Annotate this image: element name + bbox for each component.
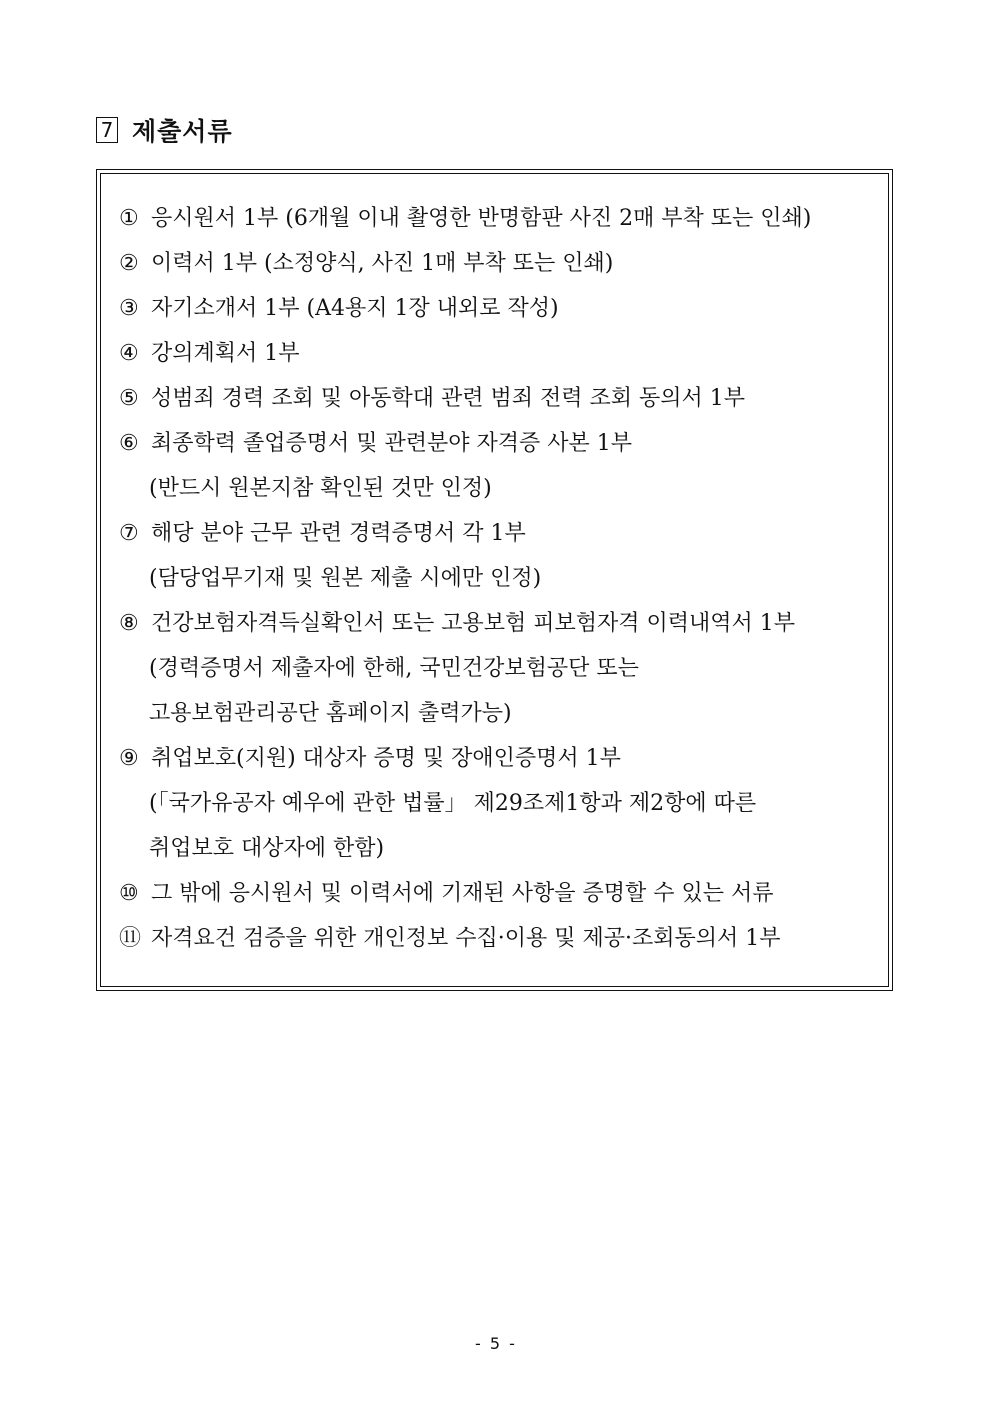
document-item-text: 최종학력 졸업증명서 및 관련분야 자격증 사본 1부	[151, 431, 632, 456]
document-item	[119, 511, 889, 556]
document-item-text: 취업보호(지원) 대상자 증명 및 장애인증명서 1부	[151, 746, 621, 771]
document-item-continuation	[119, 826, 889, 871]
document-item-text: 성범죄 경력 조회 및 아동학대 관련 범죄 전력 조회 동의서 1부	[151, 386, 745, 411]
document-item	[119, 331, 889, 376]
document-item-number: ⑪	[119, 926, 142, 951]
document-item-number: ⑧	[119, 611, 139, 636]
document-item-number: ③	[119, 296, 139, 321]
document-item-number: ④	[119, 341, 139, 366]
page-number: - 5 -	[475, 1334, 517, 1353]
document-item-text: 강의계획서 1부	[151, 341, 300, 366]
document-item-continuation	[119, 781, 889, 826]
document-item	[119, 421, 889, 466]
document-item-number: ⑨	[119, 746, 139, 771]
section-number-box: 7	[96, 117, 118, 143]
document-item-continuation	[119, 466, 889, 511]
document-item	[119, 601, 889, 646]
document-item-text: 자격요건 검증을 위한 개인정보 수집·이용 및 제공·조회동의서 1부	[151, 926, 781, 951]
section-heading	[96, 112, 233, 148]
document-item-number: ⑦	[119, 521, 139, 546]
document-item-text: (「국가유공자 예우에 관한 법률」 제29조제1항과 제2항에 따른	[149, 791, 757, 816]
section-title: 제출서류	[132, 117, 233, 146]
document-item-number: ②	[119, 251, 139, 276]
document-item-text: 해당 분야 근무 관련 경력증명서 각 1부	[151, 521, 526, 546]
document-item	[119, 286, 889, 331]
document-item-text: 취업보호 대상자에 한함)	[149, 836, 385, 861]
document-item-text: 응시원서 1부 (6개월 이내 촬영한 반명함판 사진 2매 부착 또는 인쇄)	[151, 206, 812, 231]
document-item	[119, 241, 889, 286]
document-item	[119, 871, 889, 916]
document-item-continuation	[119, 691, 889, 736]
document-item	[119, 196, 889, 241]
document-item-text: (반드시 원본지참 확인된 것만 인정)	[149, 476, 492, 501]
document-item-text: (담당업무기재 및 원본 제출 시에만 인정)	[149, 566, 542, 591]
document-item	[119, 736, 889, 781]
document-item-text: 그 밖에 응시원서 및 이력서에 기재된 사항을 증명할 수 있는 서류	[151, 881, 774, 906]
document-item-text: 고용보험관리공단 홈페이지 출력가능)	[149, 701, 512, 726]
document-item-text: (경력증명서 제출자에 한해, 국민건강보험공단 또는	[149, 656, 639, 681]
document-item	[119, 916, 889, 961]
document-item-number: ⑩	[119, 881, 139, 906]
document-item-number: ①	[119, 206, 139, 231]
document-item-continuation	[119, 646, 889, 691]
document-item-text: 자기소개서 1부 (A4용지 1장 내외로 작성)	[151, 296, 559, 321]
required-documents-list	[119, 196, 889, 961]
document-item-text: 이력서 1부 (소정양식, 사진 1매 부착 또는 인쇄)	[151, 251, 614, 276]
document-item	[119, 376, 889, 421]
document-item-continuation	[119, 556, 889, 601]
document-item-number: ⑤	[119, 386, 139, 411]
document-item-text: 건강보험자격득실확인서 또는 고용보험 피보험자격 이력내역서 1부	[151, 611, 796, 636]
document-item-number: ⑥	[119, 431, 139, 456]
